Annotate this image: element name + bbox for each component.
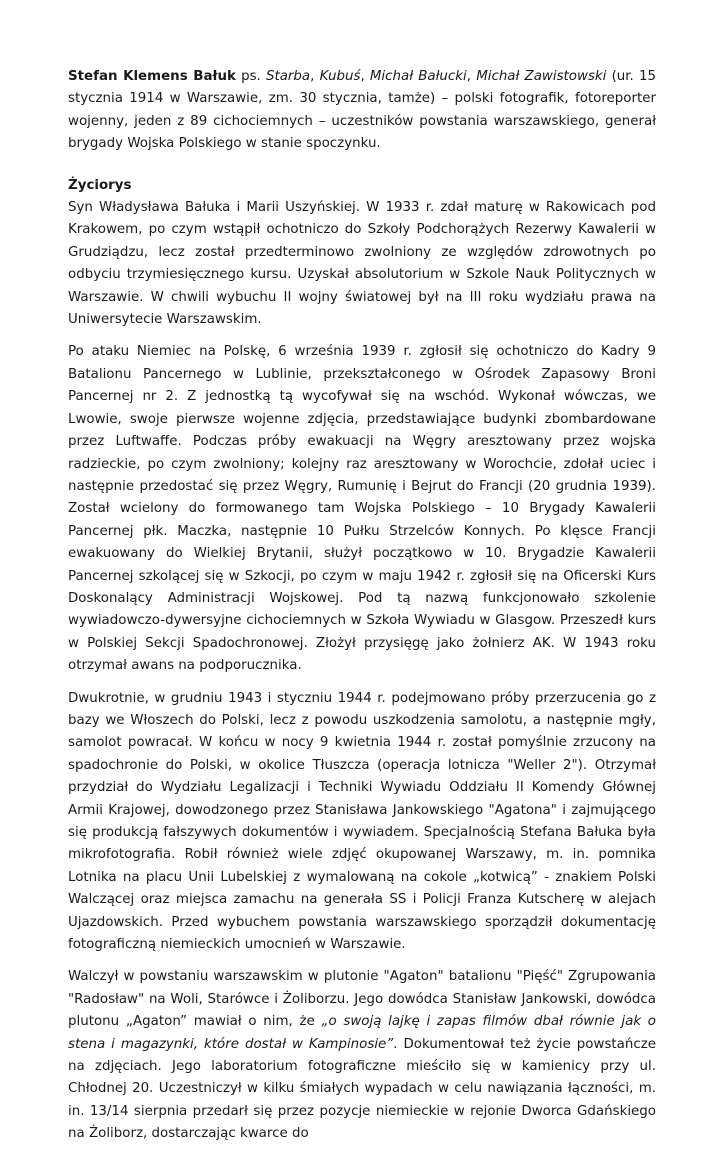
intro-text: (ur. 15 stycznia 1914 w Warszawie, zm. 30 stycznia, tamże) – polski fotografik, fotoreporter wojenny, jeden z 89 cichociemnych – uczestników powstania warszawskiego, generał brygady Wojska Polskiego w stanie spoczynku. (68, 69, 657, 152)
pseudonym-separator: , (310, 69, 320, 84)
pseudonym-separator: , (360, 69, 370, 84)
person-name: Stefan Klemens Bałuk (68, 69, 236, 84)
section-heading-zyciorys: Życiorys (68, 177, 132, 193)
paragraph-4 (68, 966, 656, 1145)
intro-paragraph (68, 66, 656, 156)
paragraph-1: Syn Władysława Bałuka i Marii Uszyńskiej. W 1933 r. zdał maturę w Rakowicach pod Krakowem, po czym wstąpił ochotniczo do Szkoły Podchorążych Rezerwy Kawalerii w Grudziądzu, lecz został przedterminowo zwolniony ze względów zdrowotnych po odbyciu trzymiesięcznego kursu. Uzyskał absolutorium w Szkole Nauk Politycznych w Warszawie. W chwili wybuchu II wojny światowej był na III roku wydziału prawa na Uniwersytecie Warszawskim. (68, 200, 656, 328)
paragraph-4-text-b: . Dokumentował też życie powstańcze na zdjęciach. Jego laboratorium fotograficzne mieściło się w kamienicy przy ul. Chłodnej 20. Uczestniczył w kilku śmiałych wypadach w celu nawiązania łączności, m. in. 13/14 sierpnia przedarł się przez pozycje niemieckie w rejonie Dworca Gdańskiego na Żoliborz, dostarczając kwarce do (68, 1036, 657, 1142)
pseudonym-3: Michał Bałucki (369, 69, 467, 84)
jankowski-quote: „o swoją lajkę i zapas filmów dbał równie jak o stena i magazynki, które dostał w Kampinosie” (68, 1014, 656, 1052)
document-body (68, 66, 656, 1156)
pseudonym-label: ps. (235, 69, 266, 84)
paragraph-2: Po ataku Niemiec na Polskę, 6 września 1939 r. zgłosił się ochotniczo do Kadry 9 Batalionu Pancernego w Lublinie, przekształconego w Ośrodek Zapasowy Broni Pancernej nr 2. Z jednostką tą wycofywał się na wschód. Wykonał wówczas, we Lwowie, swoje pierwsze wojenne zdjęcia, przedstawiające budynki zbombardowane przez Luftwaffe. Podczas próby ewakuacji na Węgry aresztowany przez wojska radzieckie, po czym zwolniony; kolejny raz aresztowany w Worochcie, zdołał uciec i następnie przedostać się przez Węgry, Rumunię i Bejrut do Francji (20 grudnia 1939). Został wcielony do formowanego tam Wojska Polskiego – 10 Brygady Kawalerii Pancernej płk. Maczka, następnie 10 Pułku Strzelców Konnych. Po klęsce Francji ewakuowany do Wielkiej Brytanii, służył początkowo w 10. Brygadzie Kawalerii Pancernej szkolącej się w Szkocji, po czym w maju 1942 r. zgłosił się na Oficerski Kurs Doskonalący Administracji Wojskowej. Pod tą nazwą funkcjonowało szkolenie wywiadowczo-dywersyjne cichociemnych w Szkoła Wywiadu w Glasgow. Przeszedł kurs w Polskiej Sekcji Spadochronowej. Złożył przysięgę jako żołnierz AK. W 1943 roku otrzymał awans na podporucznika. (68, 344, 656, 674)
pseudonym-2: Kubuś (319, 69, 361, 84)
paragraph-4-text-a: Walczył w powstaniu warszawskim w plutonie "Agaton" batalionu "Pięść" Zgrupowania "Radosław" na Woli, Starówce i Żoliborzu. Jego dowódca Stanisław Jankowski, dowódca plutonu „Agaton” mawiał o nim, że (68, 969, 656, 1030)
pseudonym-4: Michał Zawistowski (476, 69, 607, 84)
pseudonym-separator: , (466, 69, 477, 84)
pseudonym-1: Starba (265, 69, 311, 84)
paragraph-3: Dwukrotnie, w grudniu 1943 i styczniu 1944 r. podejmowano próby przerzucenia go z bazy we Włoszech do Polski, lecz z powodu uszkodzenia samolotu, a następnie mgły, samolot powracał. W końcu w nocy 9 kwietnia 1944 r. został pomyślnie zrzucony na spadochronie do Polski, w okolice Tłuszcza (operacja lotnicza "Weller 2"). Otrzymał przydział do Wydziału Legalizacji i Techniki Wywiadu Oddziału II Komendy Głównej Armii Krajowej, dowodzonego przez Stanisława Jankowskiego "Agatona" i zajmującego się produkcją fałszywych dokumentów i wywiadem. Specjalnością Stefana Bałuka była mikrofotografia. Robił również wiele zdjęć okupowanej Warszawy, m. in. pomnika Lotnika na placu Unii Lubelskiej z wymalowaną na cokole „kotwicą” - znakiem Polski Walczącej oraz miejsca zamachu na generała SS i Policji Franza Kutscherę w alejach Ujazdowskich. Przed wybuchem powstania warszawskiego sporządził dokumentację fotograficzną niemieckich umocnień w Warszawie. (68, 690, 656, 953)
